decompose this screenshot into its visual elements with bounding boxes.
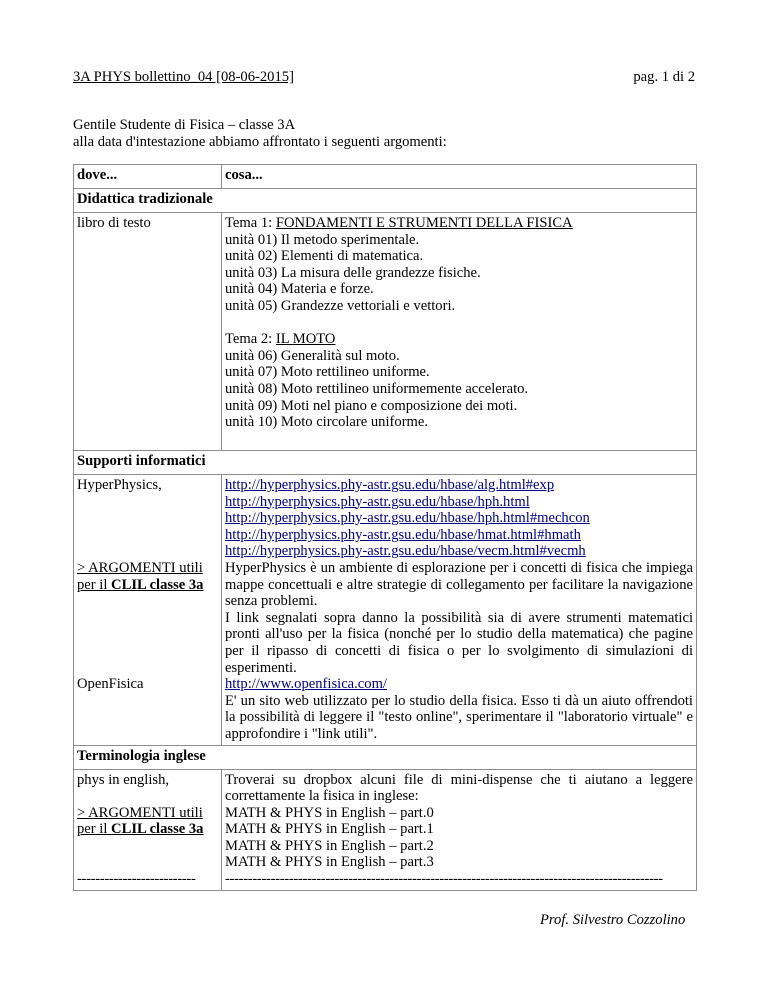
list-item: unità 04) Materia e forze. — [225, 281, 374, 298]
argomenti-utili-link[interactable]: > ARGOMENTI utili — [77, 559, 203, 576]
list-item: MATH & PHYS in English – part.3 — [225, 854, 434, 871]
section-title: Didattica tradizionale — [74, 189, 697, 213]
separator-dashes: -------------------------- — [77, 871, 196, 888]
links-description: I link segnalati sopra danno la possibilità sia di avere strumenti matematici pronti all'uso per la fisica (nonché per lo studio della matematica) che pagine per il ripasso di concetti di fisica o per lo svolgimento di simulazioni di esperimenti. — [225, 609, 693, 676]
row-label-libro: libro di testo — [74, 213, 222, 451]
list-item: unità 08) Moto rettilineo uniformemente accelerato. — [225, 380, 529, 397]
argomenti-utili-link[interactable]: > ARGOMENTI utili — [77, 804, 203, 821]
table-row-hyperphysics — [74, 475, 697, 746]
list-item: unità 02) Elementi di matematica. — [225, 248, 424, 265]
list-item: unità 07) Moto rettilineo uniforme. — [225, 364, 430, 381]
table-row-libro — [74, 213, 697, 451]
hyperphysics-label: HyperPhysics, — [77, 477, 162, 493]
row-content-libro — [222, 213, 697, 451]
intro-description: alla data d'intestazione abbiamo affrontato i seguenti argomenti: — [73, 133, 447, 150]
page-number: pag. 1 di 2 — [633, 69, 695, 85]
document-title: 3A PHYS bollettino_04 [08-06-2015] — [73, 69, 294, 85]
tema2-heading: Tema 2: IL MOTO — [225, 331, 336, 348]
hyperphysics-link-mechcon[interactable]: http://hyperphysics.phy-astr.gsu.edu/hbase/hph.html#mechcon — [225, 510, 590, 527]
clil-label: per il CLIL classe 3a — [77, 821, 204, 838]
table-row-phys-english — [74, 769, 697, 890]
column-header-cosa: cosa... — [222, 165, 697, 189]
tema2-title: IL MOTO — [275, 331, 336, 348]
separator-dashes: ------------------------------------------------------------------------------------------------ — [225, 871, 663, 888]
table-header-row — [74, 165, 697, 189]
tema1-heading: Tema 1: FONDAMENTI E STRUMENTI DELLA FISICA — [225, 215, 573, 231]
list-item: unità 01) Il metodo sperimentale. — [225, 231, 420, 248]
dropbox-description: Troverai su dropbox alcuni file di mini-dispense che ti aiutano a leggere correttamente la fisica in inglese: — [225, 771, 693, 805]
list-item: MATH & PHYS in English – part.1 — [225, 821, 434, 838]
openfisica-label: OpenFisica — [77, 676, 144, 693]
row-content-hyperphysics — [222, 475, 697, 746]
list-item: MATH & PHYS in English – part.2 — [225, 837, 434, 854]
intro-text — [73, 117, 447, 150]
hyperphysics-description: HyperPhysics è un ambiente di esplorazione per i concetti di fisica che impiega mappe concettuali e altre strategie di collegamento per facilitare la navigazione senza problemi. — [225, 559, 693, 610]
openfisica-description: E' un sito web utilizzato per lo studio della fisica. Esso ti dà un aiuto offrendoti la possibilità di leggere il "testo online", sperimentare il "laboratorio virtuale" e approfondire i "link utili". — [225, 692, 693, 742]
intro-greeting: Gentile Studente di Fisica – classe 3A — [73, 117, 296, 133]
section-row-supporti — [74, 451, 697, 475]
list-item: unità 10) Moto circolare uniforme. — [225, 414, 429, 431]
hyperphysics-link-hph[interactable]: http://hyperphysics.phy-astr.gsu.edu/hbase/hph.html — [225, 493, 530, 510]
section-title: Supporti informatici — [74, 451, 697, 475]
section-row-terminologia — [74, 745, 697, 769]
list-item: unità 06) Generalità sul moto. — [225, 347, 400, 364]
list-item: MATH & PHYS in English – part.0 — [225, 804, 434, 821]
section-title: Terminologia inglese — [74, 745, 697, 769]
page-header — [73, 69, 695, 86]
hyperphysics-link-vecmh[interactable]: http://hyperphysics.phy-astr.gsu.edu/hbase/vecm.html#vecmh — [225, 543, 586, 560]
openfisica-link[interactable]: http://www.openfisica.com/ — [225, 676, 387, 693]
topics-table — [73, 164, 697, 891]
signature: Prof. Silvestro Cozzolino — [540, 912, 686, 928]
list-item: unità 03) La misura delle grandezze fisiche. — [225, 264, 481, 281]
list-item: unità 09) Moti nel piano e composizione dei moti. — [225, 397, 518, 414]
row-label-phys-english — [74, 769, 222, 890]
row-content-phys-english — [222, 769, 697, 890]
column-header-dove: dove... — [74, 165, 222, 189]
section-row-didattica — [74, 189, 697, 213]
hyperphysics-link-hmath[interactable]: http://hyperphysics.phy-astr.gsu.edu/hbase/hmat.html#hmath — [225, 526, 581, 543]
phys-english-label: phys in english, — [77, 771, 170, 788]
clil-label: per il CLIL classe 3a — [77, 576, 204, 593]
hyperphysics-link-alg[interactable]: http://hyperphysics.phy-astr.gsu.edu/hbase/alg.html#exp — [225, 477, 555, 493]
row-label-hyperphysics — [74, 475, 222, 746]
tema1-title: FONDAMENTI E STRUMENTI DELLA FISICA — [275, 215, 573, 231]
list-item: unità 05) Grandezze vettoriali e vettori. — [225, 297, 456, 314]
